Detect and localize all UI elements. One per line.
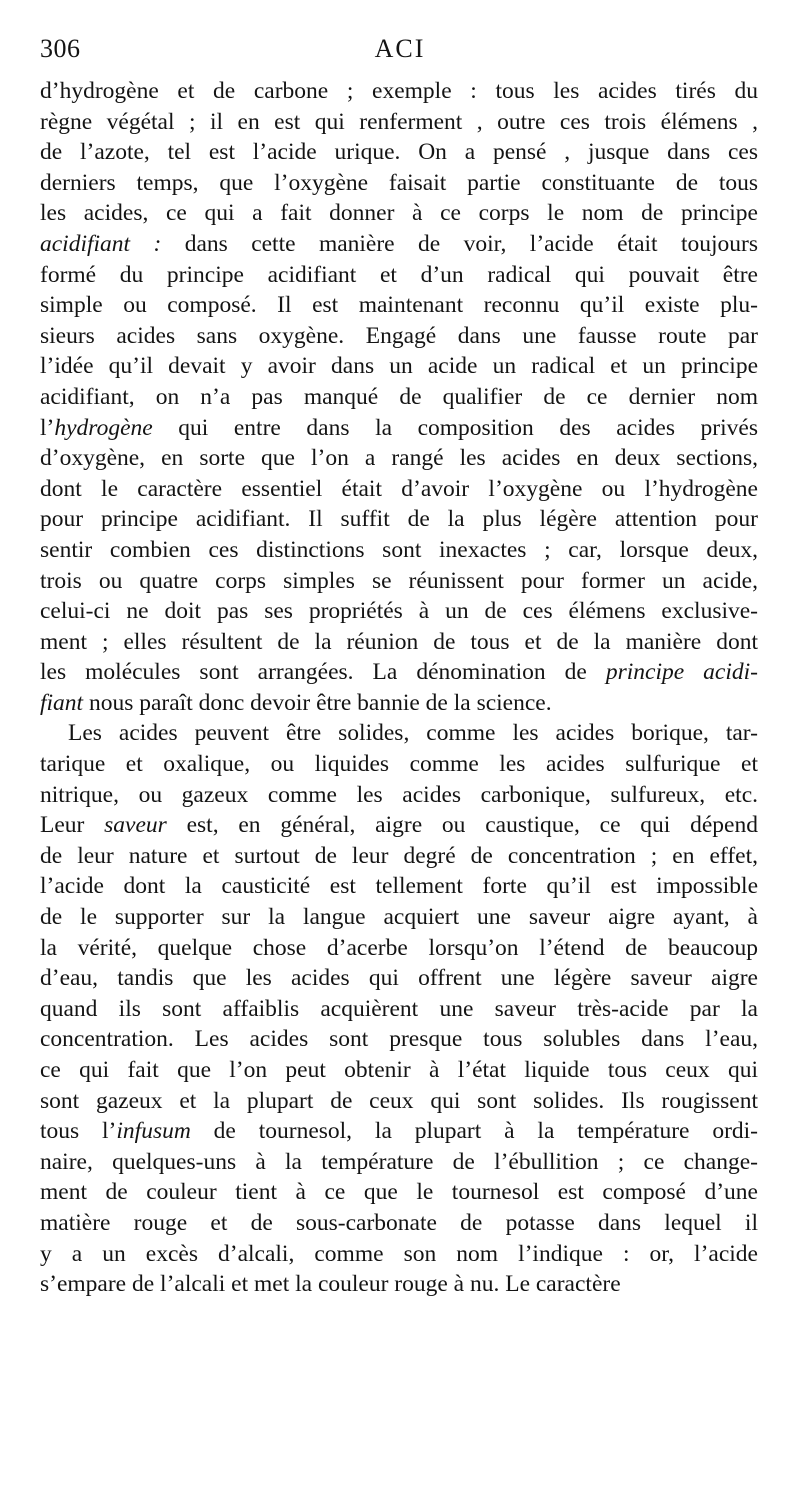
- text-line: [40, 902, 758, 933]
- text-line: [40, 1024, 758, 1055]
- text-run: dans cette manière de voir, l’acide était toujours: [161, 230, 758, 257]
- text-run: l’idée qu’il devait y avoir dans un acide un radical et un principe: [40, 353, 758, 380]
- text-line: [40, 1055, 758, 1086]
- text-line: [40, 1116, 758, 1147]
- text-line: [40, 321, 758, 352]
- text-line: [40, 810, 758, 841]
- text-line: [40, 504, 758, 535]
- text-run: règne végétal ; il en est qui renferment , outre ces trois élémens ,: [40, 108, 758, 135]
- text-run: d’oxygène, en sorte que l’on a rangé les acides en deux sections,: [40, 445, 758, 472]
- text-run: derniers temps, que l’oxygène faisait partie constituante de tous: [40, 169, 758, 196]
- text-line: [40, 994, 758, 1025]
- text-run: celui-ci ne doit pas ses propriétés à un de ces élémens exclusive-: [40, 598, 758, 625]
- running-head: [40, 34, 760, 68]
- text-line: [40, 229, 758, 260]
- text-run: de tournesol, la plupart à la température ordi-: [190, 1118, 758, 1145]
- text-run: de le supporter sur la langue acquiert une saveur aigre ayant, à: [40, 904, 758, 931]
- text-run: la vérité, quelque chose d’acerbe lorsqu’on l’étend de beaucoup: [40, 934, 758, 961]
- text-run: dont le caractère essentiel était d’avoir l’oxygène ou l’hydrogène: [40, 475, 758, 502]
- text-run: tous l’: [40, 1118, 117, 1145]
- text-run: nous paraît donc devoir être bannie de la science.: [83, 689, 552, 716]
- text-line: [40, 1086, 758, 1117]
- text-line: [40, 596, 758, 627]
- text-run: s’empare de l’alcali et met la couleur rouge à nu. Le caractère: [40, 1271, 621, 1298]
- text-run: d’hydrogène et de carbone ; exemple : tous les acides tirés du: [40, 78, 758, 104]
- text-run: quand ils sont affaiblis acquièrent une saveur très-acide par la: [40, 995, 758, 1022]
- text-line: [40, 780, 758, 811]
- text-line: [40, 933, 758, 964]
- italic-term: acidifiant :: [40, 230, 162, 257]
- text-run: sieurs acides sans oxygène. Engagé dans une fausse route par: [40, 322, 758, 349]
- text-run: qui entre dans la composition des acides privés: [152, 414, 758, 441]
- text-run: est, en général, aigre ou caustique, ce qui dépend: [166, 812, 758, 839]
- text-line: [40, 382, 758, 413]
- text-line: [40, 1208, 758, 1239]
- text-line: [40, 137, 758, 168]
- text-line: [40, 351, 758, 382]
- text-line: [40, 260, 758, 291]
- text-run: concentration. Les acides sont presque tous solubles dans l’eau,: [40, 1026, 758, 1053]
- text-line: [40, 1177, 758, 1208]
- text-run: l’: [40, 414, 55, 441]
- text-line: [40, 871, 758, 902]
- body-text: [40, 76, 758, 1300]
- page-number: 306: [40, 34, 81, 63]
- text-line: [40, 963, 758, 994]
- text-line: [40, 841, 758, 872]
- text-line: [40, 535, 758, 566]
- text-run: sentir combien ces distinctions sont inexactes ; car, lorsque deux,: [40, 536, 758, 563]
- text-run: formé du principe acidifiant et d’un radical qui pouvait être: [40, 261, 758, 288]
- italic-term: hydrogène: [54, 414, 153, 441]
- text-line: [40, 657, 758, 688]
- text-line: [40, 1269, 758, 1300]
- text-run: d’eau, tandis que les acides qui offrent une légère saveur aigre: [40, 965, 758, 992]
- text-run: les acides, ce qui a fait donner à ce corps le nom de principe: [40, 200, 758, 227]
- running-title: ACI: [374, 34, 426, 63]
- text-line: [40, 627, 758, 658]
- text-line: [40, 107, 758, 138]
- text-run: de leur nature et surtout de leur degré de concentration ; en effet,: [40, 842, 758, 869]
- text-line: [40, 1147, 758, 1178]
- text-run: Leur: [40, 812, 105, 839]
- text-run: l’acide dont la causticité est tellement forte qu’il est impossible: [40, 873, 758, 900]
- text-line: [40, 1239, 758, 1270]
- text-line: [40, 443, 758, 474]
- text-line: [40, 290, 758, 321]
- text-line: [40, 688, 758, 719]
- text-line: [40, 566, 758, 597]
- italic-term: principe acidi-: [605, 659, 758, 686]
- text-line: [40, 413, 758, 444]
- text-line: [40, 474, 758, 505]
- text-run: matière rouge et de sous-carbonate de potasse dans lequel il: [40, 1209, 758, 1236]
- text-run: de l’azote, tel est l’acide urique. On a pensé , jusque dans ces: [40, 139, 758, 166]
- text-run: naire, quelques-uns à la température de l’ébullition ; ce change-: [40, 1148, 758, 1175]
- text-run: nitrique, ou gazeux comme les acides carbonique, sulfureux, etc.: [40, 781, 758, 808]
- text-line: [40, 718, 758, 749]
- italic-term: infusum: [116, 1118, 191, 1145]
- text-run: les molécules sont arrangées. La dénomination de: [40, 659, 606, 686]
- text-run: sont gazeux et la plupart de ceux qui sont solides. Ils rougissent: [40, 1087, 758, 1114]
- text-run: Les acides peuvent être solides, comme les acides borique, tar-: [68, 720, 758, 747]
- text-run: ment ; elles résultent de la réunion de tous et de la manière dont: [40, 628, 758, 655]
- text-run: acidifiant, on n’a pas manqué de qualifier de ce dernier nom: [40, 383, 758, 410]
- text-run: y a un excès d’alcali, comme son nom l’indique : or, l’acide: [40, 1240, 758, 1267]
- text-run: simple ou composé. Il est maintenant reconnu qu’il existe plu-: [40, 292, 758, 319]
- text-run: trois ou quatre corps simples se réunissent pour former un acide,: [40, 567, 758, 594]
- text-line: [40, 76, 758, 107]
- italic-term: saveur: [104, 812, 167, 839]
- text-run: tarique et oxalique, ou liquides comme les acides sulfurique et: [40, 751, 758, 778]
- text-run: pour principe acidifiant. Il suffit de la plus légère attention pour: [40, 506, 758, 533]
- italic-term: fiant: [40, 689, 84, 716]
- text-line: [40, 749, 758, 780]
- text-line: [40, 168, 758, 199]
- text-run: ce qui fait que l’on peut obtenir à l’état liquide tous ceux qui: [40, 1057, 758, 1083]
- text-run: ment de couleur tient à ce que le tournesol est composé d’une: [40, 1179, 758, 1206]
- text-line: [40, 198, 758, 229]
